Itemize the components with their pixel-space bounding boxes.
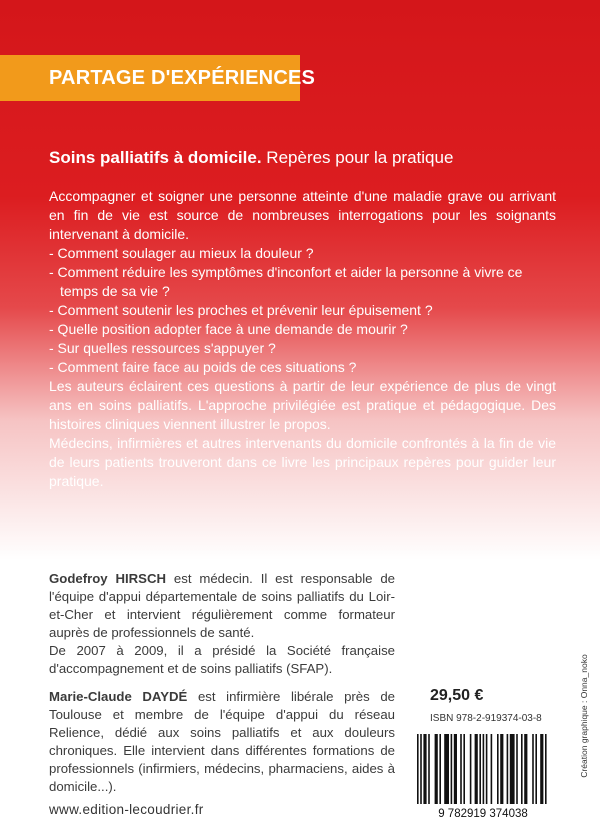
section-banner [0, 55, 316, 101]
barcode-bar [454, 734, 457, 804]
intro-paragraph-3: Médecins, infirmières et autres intervenants du domicile confrontés à la fin de vie de leurs patients trouveront dans ce livre les principaux repères pour guider leur pratique. [49, 435, 556, 489]
author1-bio-text: est médecin. Il est responsable de l'équipe d'appui départementale de soins palliatifs du Loir-et-Cher et intervient régulièrement comme formateur auprès de professionnels de santé. [49, 571, 395, 640]
author1-bio-2: De 2007 à 2009, il a présidé la Société française d'accompagnement et de soins palliatifs (SFAP). [49, 643, 395, 676]
author2-bio-text: est infirmière libérale près de Toulouse et membre de l'équipe d'appui du réseau Relience, dédié aux soins palliatifs et aux douleurs chroniques. Elle intervient dans différentes formations de professionnels (infirmiers, médecins, pharmaciens, aides à domicile...). [49, 689, 395, 794]
barcode-bar [540, 734, 543, 804]
question-item: - Comment faire face au poids de ces situations ? [49, 359, 357, 375]
banner-label: PARTAGE D'EXPÉRIENCES [49, 67, 316, 89]
book-title-bold: Soins palliatifs à domicile. [49, 148, 262, 167]
barcode-bar [521, 734, 523, 804]
barcode-bar [507, 734, 509, 804]
barcode [409, 730, 557, 820]
barcode-bar [491, 734, 493, 804]
barcode-bar [423, 734, 426, 804]
barcode-bar [451, 734, 453, 804]
intro-paragraph-2: Les auteurs éclairent ces questions à partir de leur expérience de plus de vingt ans en soins palliatifs. L'approche privilégiée est pratique et pédagogique. Des histoires cliniques viennent illustrer le propos. [49, 378, 556, 432]
barcode-bar [439, 734, 441, 804]
question-list [49, 244, 556, 377]
barcode-digits: 9 782919 374038 [438, 808, 528, 820]
barcode-bar [444, 734, 449, 804]
design-credit: Création graphique : Onna_noko [579, 654, 589, 778]
author2-bio [49, 688, 395, 796]
barcode-bar [516, 734, 518, 804]
barcode-bar [463, 734, 465, 804]
barcode-bar [535, 734, 537, 804]
barcode-bar [475, 734, 478, 804]
barcode-bar [417, 734, 419, 804]
barcode-bar [532, 734, 534, 804]
barcode-bar [470, 734, 472, 804]
author1-name: Godefroy HIRSCH [49, 571, 167, 586]
question-item: - Comment soulager au mieux la douleur ? [49, 245, 314, 261]
barcode-bar [510, 734, 515, 804]
barcode-bar [545, 734, 547, 804]
question-item: - Comment réduire les symptômes d'inconfort et aider la personne à vivre ce temps de sa vie ? [49, 264, 523, 299]
barcode-bar [497, 734, 499, 804]
question-item: - Comment soutenir les proches et prévenir leur épuisement ? [49, 302, 433, 318]
isbn: ISBN 978-2-919374-03-8 [430, 713, 542, 724]
author2-name: Marie-Claude DAYDÉ [49, 689, 188, 704]
barcode-bar [460, 734, 462, 804]
question-item: - Sur quelles ressources s'appuyer ? [49, 340, 276, 356]
barcode-bar [479, 734, 481, 804]
barcode-bar [435, 734, 438, 804]
barcode-bar [500, 734, 503, 804]
book-title [49, 148, 453, 168]
barcode-bar [486, 734, 488, 804]
author1-bio [49, 570, 395, 642]
intro-paragraph-1: Accompagner et soigner une personne atteinte d'une maladie grave ou arrivant en fin de vie est source de nombreuses interrogations pour les soignants intervenant à domicile. [49, 188, 556, 242]
book-title-subtitle: Repères pour la pratique [266, 148, 454, 167]
barcode-bar [483, 734, 485, 804]
question-item: - Quelle position adopter face à une demande de mourir ? [49, 321, 408, 337]
intro-block [49, 187, 556, 491]
barcode-bar [420, 734, 422, 804]
author-bios [49, 570, 395, 796]
price: 29,50 € [430, 687, 484, 704]
barcode-bar [428, 734, 430, 804]
publisher-website[interactable]: www.edition-lecoudrier.fr [49, 802, 204, 817]
barcode-bar [524, 734, 527, 804]
